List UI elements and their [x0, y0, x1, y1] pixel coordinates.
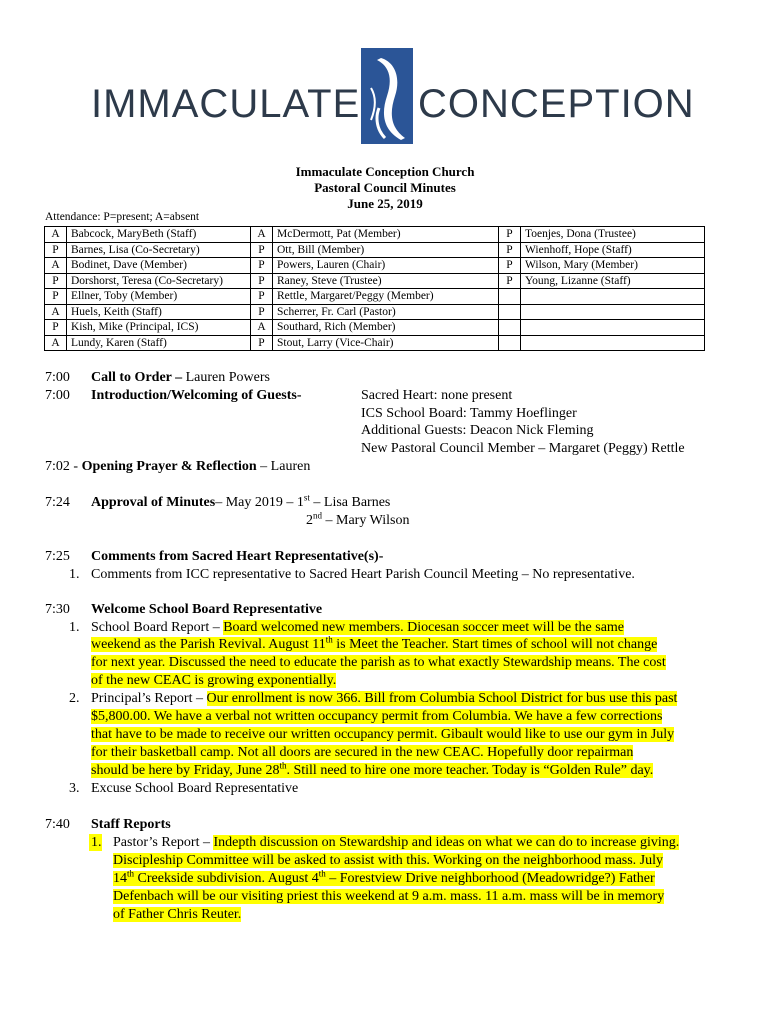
intro-time: 7:00	[45, 388, 70, 403]
member-name-cell: Ellner, Toby (Member)	[67, 289, 251, 305]
highlighted-text: Discipleship Committee will be asked to assist with this. Working on the neighborhood mass. July	[113, 853, 664, 868]
minutes-line-1	[91, 494, 390, 511]
ordinal: th	[318, 868, 326, 879]
list-number: 1.	[91, 835, 102, 850]
status-cell: A	[45, 335, 67, 351]
prayer-title: Opening Prayer & Reflection	[81, 459, 257, 474]
logo-text-immaculate: IMMACULATE	[91, 82, 361, 126]
status-cell: P	[251, 289, 273, 305]
status-cell: P	[251, 304, 273, 320]
member-name-cell: Wilson, Mary (Member)	[521, 258, 705, 274]
pastor-report-line	[113, 852, 663, 869]
logo-text-conception: CONCEPTION	[418, 82, 695, 126]
status-cell: P	[45, 273, 67, 289]
status-cell	[499, 335, 521, 351]
member-name-cell: Southard, Rich (Member)	[273, 320, 499, 336]
attendance-row	[45, 320, 705, 336]
list-number: 3.	[69, 781, 80, 796]
prayer-time: 7:02 -	[45, 459, 82, 474]
status-cell: P	[499, 273, 521, 289]
status-cell: A	[45, 227, 67, 243]
status-cell: P	[499, 258, 521, 274]
highlighted-text: that have to be made to receive our written occupancy permit. Gibault would like to use our gym in July	[91, 727, 675, 742]
highlighted-text: should be here by Friday, June 28	[91, 763, 280, 778]
school-board-report-line	[91, 619, 624, 636]
pastor-report-line	[113, 870, 655, 887]
minutes-mover: – Lisa Barnes	[309, 495, 391, 510]
status-cell: A	[45, 304, 67, 320]
title-line-church: Immaculate Conception Church	[295, 164, 475, 179]
status-cell: P	[251, 258, 273, 274]
member-name-cell: Barnes, Lisa (Co-Secretary)	[67, 242, 251, 258]
pastor-report-line	[113, 888, 664, 905]
call-to-order-time: 7:00	[45, 370, 70, 385]
ordinal: th	[325, 634, 333, 645]
principal-report-line	[91, 690, 677, 707]
school-board-report-line	[91, 636, 657, 653]
status-cell	[499, 320, 521, 336]
status-cell: P	[499, 227, 521, 243]
status-cell: P	[45, 242, 67, 258]
highlighted-text: weekend as the Parish Revival. August 11	[91, 637, 326, 652]
attendance-row	[45, 335, 705, 351]
highlighted-text: Board welcomed new members. Diocesan soccer meet will be the same	[223, 620, 625, 635]
highlighted-text: of the new CEAC is growing exponentially.	[91, 673, 337, 688]
member-name-cell	[521, 320, 705, 336]
sacred-heart-title: Comments from Sacred Heart Representative(s)-	[91, 549, 384, 564]
staff-reports-title: Staff Reports	[91, 817, 171, 832]
guest-line: Additional Guests: Deacon Nick Fleming	[361, 423, 594, 438]
call-to-order-title: Call to Order –	[91, 370, 186, 385]
school-board-report-line	[91, 672, 336, 689]
title-line-minutes: Pastoral Council Minutes	[314, 180, 456, 195]
principal-report-label: Principal’s Report –	[91, 691, 207, 706]
minutes-title: Approval of Minutes	[91, 495, 216, 510]
status-cell	[499, 289, 521, 305]
highlighted-text: 14	[113, 871, 127, 886]
minutes-line-2	[306, 512, 409, 529]
call-to-order-line	[91, 369, 270, 386]
intro-title: Introduction/Welcoming of Guests-	[91, 388, 302, 403]
status-cell	[499, 304, 521, 320]
ordinal: th	[279, 760, 287, 771]
list-number: 1.	[69, 567, 80, 582]
highlighted-text: is Meet the Teacher. Start times of school will not change	[332, 637, 658, 652]
prayer-text: – Lauren	[256, 459, 311, 474]
highlighted-text: Indepth discussion on Stewardship and ideas on what we can do to increase giving.	[213, 835, 680, 850]
school-board-report-label: School Board Report –	[91, 620, 224, 635]
highlighted-text: for their basketball camp. Not all doors are secured in the new CEAC. Hopefully door repairman	[91, 745, 634, 760]
sacred-heart-item: Comments from ICC representative to Sacred Heart Parish Council Meeting – No representative.	[91, 567, 635, 582]
status-cell: P	[251, 242, 273, 258]
call-to-order-text: Lauren Powers	[185, 370, 270, 385]
highlighted-text: Our enrollment is now 366. Bill from Columbia School District for bus use this past	[206, 691, 678, 706]
highlighted-text: of Father Chris Reuter.	[113, 907, 242, 922]
minutes-time: 7:24	[45, 495, 70, 510]
status-cell: A	[251, 320, 273, 336]
member-name-cell: McDermott, Pat (Member)	[273, 227, 499, 243]
guest-line: ICS School Board: Tammy Hoeflinger	[361, 406, 577, 421]
pastor-report-line	[113, 834, 679, 851]
member-name-cell: Young, Lizanne (Staff)	[521, 273, 705, 289]
member-name-cell: Bodinet, Dave (Member)	[67, 258, 251, 274]
attendance-row	[45, 304, 705, 320]
attendance-row	[45, 258, 705, 274]
attendance-row	[45, 289, 705, 305]
status-cell: P	[499, 242, 521, 258]
member-name-cell: Stout, Larry (Vice-Chair)	[273, 335, 499, 351]
principal-report-line	[91, 726, 674, 743]
member-name-cell: Raney, Steve (Trustee)	[273, 273, 499, 289]
list-number: 2.	[69, 691, 80, 706]
document-title	[0, 164, 770, 212]
highlighted-text: . Still need to hire one more teacher. Today is “Golden Rule” day.	[286, 763, 654, 778]
highlighted-text: $5,800.00. We have a verbal not written occupancy permit from Columbia. We have a few corrections	[91, 709, 663, 724]
ordinal: th	[127, 868, 135, 879]
member-name-cell: Rettle, Margaret/Peggy (Member)	[273, 289, 499, 305]
attendance-row	[45, 242, 705, 258]
status-cell: A	[251, 227, 273, 243]
staff-reports-time: 7:40	[45, 817, 70, 832]
pastor-report-label: Pastor’s Report –	[113, 835, 214, 850]
status-cell: P	[45, 320, 67, 336]
member-name-cell: Scherrer, Fr. Carl (Pastor)	[273, 304, 499, 320]
member-name-cell: Wienhoff, Hope (Staff)	[521, 242, 705, 258]
attendance-caption: Attendance: P=present; A=absent	[45, 211, 200, 223]
attendance-table	[44, 226, 705, 351]
minutes-ordinal: st	[303, 492, 310, 503]
member-name-cell	[521, 304, 705, 320]
highlighted-text: – Forestview Drive neighborhood (Meadowridge?) Father	[325, 871, 655, 886]
list-number: 1.	[69, 620, 80, 635]
member-name-cell: Powers, Lauren (Chair)	[273, 258, 499, 274]
highlighted-text: Creekside subdivision. August 4	[134, 871, 319, 886]
attendance-row	[45, 273, 705, 289]
member-name-cell: Ott, Bill (Member)	[273, 242, 499, 258]
status-cell: P	[45, 289, 67, 305]
principal-report-line	[91, 762, 653, 779]
status-cell: P	[251, 335, 273, 351]
sacred-heart-time: 7:25	[45, 549, 70, 564]
pastor-report-line	[113, 906, 241, 923]
member-name-cell: Toenjes, Dona (Trustee)	[521, 227, 705, 243]
member-name-cell: Kish, Mike (Principal, ICS)	[67, 320, 251, 336]
minutes-seconder: – Mary Wilson	[322, 513, 410, 528]
member-name-cell: Lundy, Karen (Staff)	[67, 335, 251, 351]
highlighted-text: Defenbach will be our visiting priest this weekend at 9 a.m. mass. 11 a.m. mass will be in memory	[113, 889, 665, 904]
member-name-cell: Dorshorst, Teresa (Co-Secretary)	[67, 273, 251, 289]
title-line-date: June 25, 2019	[347, 196, 423, 211]
marian-lily-emblem-icon	[361, 48, 413, 144]
principal-report-line	[91, 744, 633, 761]
minutes-second-num: 2	[306, 513, 313, 528]
attendance-row	[45, 227, 705, 243]
status-cell: A	[45, 258, 67, 274]
list-number-highlighted	[89, 834, 102, 851]
principal-report-line	[91, 708, 662, 725]
highlighted-text: for next year. Discussed the need to educate the parish as to what exactly Stewardship means. The cost	[91, 655, 666, 670]
member-name-cell: Huels, Keith (Staff)	[67, 304, 251, 320]
school-board-title: Welcome School Board Representative	[91, 602, 323, 617]
member-name-cell	[521, 289, 705, 305]
member-name-cell: Babcock, MaryBeth (Staff)	[67, 227, 251, 243]
prayer-line	[45, 458, 310, 475]
guest-line: New Pastoral Council Member – Margaret (Peggy) Rettle	[361, 441, 685, 456]
guest-line: Sacred Heart: none present	[361, 388, 513, 403]
minutes-second-ordinal: nd	[313, 510, 322, 521]
member-name-cell	[521, 335, 705, 351]
minutes-motion-text: – May 2019 – 1	[215, 495, 304, 510]
status-cell: P	[251, 273, 273, 289]
school-board-report-line	[91, 654, 666, 671]
school-board-time: 7:30	[45, 602, 70, 617]
excuse-representative-item: Excuse School Board Representative	[91, 781, 299, 796]
